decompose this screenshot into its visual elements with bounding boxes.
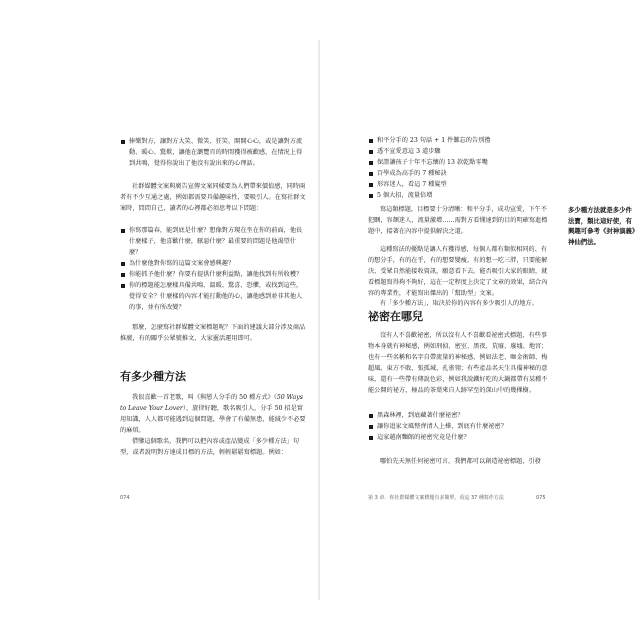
- list-item: 你寫那篇春，能到底是什麼？想像對方現在坐在你的前面，他長什麼樣子，他喜歡什麼，厭惡什麼？最重要的問題是他渴望什麼？: [120, 225, 306, 258]
- left-para-4: 借鑒這個歌名，我們可以把內容或產品變成「多少種方法」句型，或者說明對方達成目標的方法，輕輕鬆鬆寫標題。例如：: [120, 438, 300, 456]
- section-heading-methods: 有多少種方法: [120, 370, 186, 383]
- list-item: 這家越南麵館的祕密究竟是什麼？: [368, 432, 548, 443]
- margin-note: 多少種方法就是多少件法寶，類比這好使，有興趣可參考《封神演義》神仙們法。: [568, 206, 636, 246]
- right-top-bullets: [368, 135, 548, 201]
- section-heading-secret: 祕密在哪兒: [368, 310, 423, 323]
- right-para-1: 寫這類標題，目標要十分清晰：和平分手，成功宣愛，下午不犯睏，容顏迷人，流量激增……需對方看懂達到的目的明確寫進標題中，接著在內容中提供解決之道。: [368, 206, 548, 235]
- list-item: 透不宣愛意這 3 道步驟: [368, 146, 548, 157]
- song-title: 50 Ways to Leave Your Lover: [120, 394, 303, 412]
- right-para-3: 有「多少種方法」，取決於你的內容有多少吸引人的地方。: [380, 300, 538, 307]
- page-number-left: 074: [120, 495, 130, 501]
- list-item: 讓你追家文風整齊清人上樺，到底有什麼祕密？: [368, 421, 548, 432]
- right-para-4: 沒有人不喜歡祕密，所以沒有人不喜歡看祕密式標題，有些事物本身就有神秘感，例如刑偵、密室、黑夜、荒廢、廢墟、地宮；也有一些名稱和名字自帶流量的神秘感，例如法老、咖金術師、梅超風、東方不敗、張孤城、孔雀翎；有些產品名天生具備神秘的意味，還有一些帶有傳說色彩，例如我說鐵好吃的大鍋都帶有某種不能公開的祕方，極品的茶葉來自人跡罕至的深山中的幾棵樹。: [368, 332, 548, 394]
- list-item: 你的標題能怎麼樣具備共鳴、溫暖、驚喜、恐懼，或找到這些，覺得安全？什麼樣的內容才能打動他的心，讓他感到並非其他人的事，並有所改變？: [120, 280, 306, 313]
- list-item: 黑森林裡，到底藏著什麼祕密？: [368, 410, 548, 421]
- left-question-list: [120, 225, 306, 313]
- list-item: 捧樂對方，讓對方大笑、微笑、狂笑、開開心心，或是讓對方流動、暖心、驚歎，讓他在瀏覽頁的時間獲得被歡感，在情況上得到共鳴，覺得你說出了他沒有說出來的心理話。: [120, 136, 306, 169]
- list-item: 和平分手的 23 句話 + 1 件難忘的告別禮: [368, 135, 548, 146]
- list-item: 為什麼他對你寫的這篇文案會感興趣？: [120, 258, 306, 269]
- list-item: 百學成為高手的 7 種秘訣: [368, 168, 548, 179]
- list-item: 5 個大招，流量倍增: [368, 190, 548, 201]
- right-para-2: 這種寫法的優點是讓人有獲得感，每個人都有類似相同的、有的想分手，有的在乎，有的想要變瘦，有的想一吃三胖，只要能解決，受眾自然能接收資訊，願意看下去。能否吸引大家的眼睛，就看標題寫得夠不夠好，這在一定程度上決定了文章的效果，結合內容的專業性，才能寫出傑出的「幫助型」文案。: [368, 246, 548, 297]
- list-item: 形容迷人，看這 7 種髮型: [368, 179, 548, 190]
- running-head: 第 3 章．你社群媒體文案標題有多簡單，看這 37 種寫作方法: [368, 495, 504, 501]
- left-para-3: 我很喜歡一首老歌，叫《與戀人分手的 50 種方式》（50 Ways to Leave Your Lover），旋律好聽，歌名吸引人，分手 50 招是實用知識，人人都可能遇到這個問題，學會了有備無患，能減少不必要的麻煩。: [120, 394, 306, 434]
- left-para-2: 那麼，怎麼寫社群媒體文案標題呢？下面的建議大部分涉及商品推廣，有的關乎公眾號推文，大家靈活運用即可。: [120, 324, 306, 342]
- list-item: 保證讓孩子十年不忘懷的 13 款乾點零嘴: [368, 157, 548, 168]
- right-question-list: [368, 410, 548, 443]
- left-para-1: 社群媒體文案與廣告宣傳文案同樣要為人們帶來價值感，同時兩者有不少互通之處，例如都需要具備趣味性，要吸引人。在寫社群文案時，問問自己，讀者的心裡都必須思考以下問題：: [120, 183, 306, 212]
- left-top-bullets: [120, 136, 306, 169]
- page-number-right: 075: [536, 495, 546, 501]
- list-item: 你能抓予他什麼？你要有提供什麼利益點，讓他找到有所收穫？: [120, 269, 306, 280]
- right-para-5: 哪怕先天無任何祕密可言，我們都可以創造祕密標題，引發: [380, 458, 541, 465]
